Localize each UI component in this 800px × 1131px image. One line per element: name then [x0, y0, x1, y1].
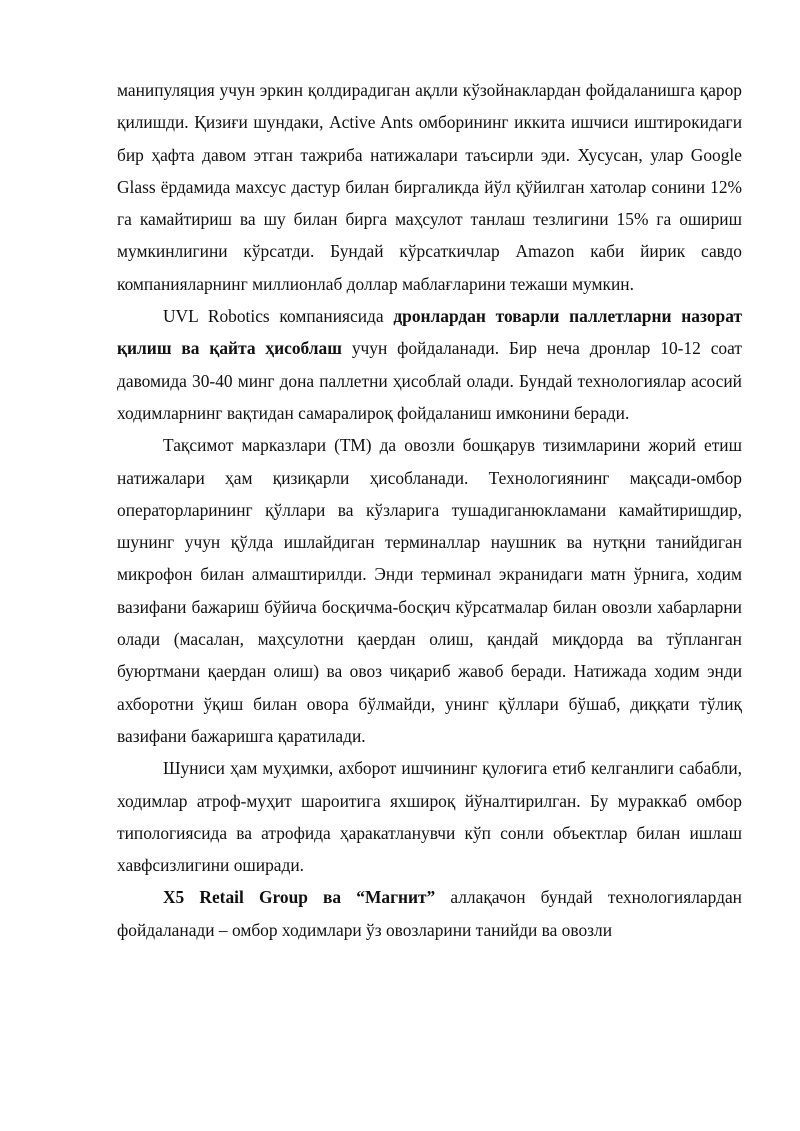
paragraph-2-bold: дронлардан товарли паллетларни назорат қилиш ва қайта ҳисоблаш	[117, 306, 742, 359]
paragraph-5-bold: X5 Retail Group ва “Магнит”	[163, 887, 436, 908]
document-page	[117, 74, 742, 946]
paragraph-1	[117, 74, 742, 300]
paragraph-3	[117, 429, 742, 752]
paragraph-2-text-b: учун фойдаланади. Бир неча дронлар 10-12 соат давомида 30-40 минг дона паллетни ҳисоблай олади. Бундай технологиялар асосий ходимларнинг вақтидан самаралироқ фойдаланиш имконини беради.	[117, 338, 742, 423]
paragraph-1-text: манипуляция учун эркин қолдирадиган ақлли кўзойнаклардан фойдаланишга қарор қилишди. Қизиғи шундаки, Active Ants омборининг иккита ишчиси иштирокидаги бир ҳафта давом этган тажриба натижалари таъсирли эди. Хусусан, улар Google Glass ёрдамида махсус дастур билан биргаликда йўл қўйилган хатолар сонини 12% га камайтириш ва шу билан бирга маҳсулот танлаш тезлигини 15% га ошириш мумкинлигини кўрсатди. Бундай кўрсаткичлар Amazon каби йирик савдо компанияларнинг миллионлаб доллар маблағларини тежаши мумкин.	[117, 80, 742, 294]
paragraph-4-text: Шуниси ҳам муҳимки, ахборот ишчининг қулоғига етиб келганлиги сабабли, ходимлар атроф-муҳит шароитига яхшироқ йўналтирилган. Бу мураккаб омбор типологиясида ва атрофида ҳаракатланувчи кўп сонли объектлар билан ишлаш хавфсизлигини оширади.	[117, 758, 742, 876]
paragraph-2-text-a: UVL Robotics компаниясида	[163, 306, 394, 327]
paragraph-3-text: Тақсимот марказлари (ТМ) да овозли бошқарув тизимларини жорий етиш натижалари ҳам қизиқарли ҳисобланади. Технологиянинг мақсади-омбор операторларининг қўллари ва кўзларига тушадиганюкламани камайтиришдир, шунинг учун қўлда ишлайдиган терминаллар наушник ва нутқни танийдиган микрофон билан алмаштирилди. Энди терминал экранидаги матн ўрнига, ходим вазифани бажариш бўйича босқичма-босқич кўрсатмалар билан овозли хабарларни олади (масалан, маҳсулотни қаердан олиш, қандай миқдорда ва тўпланган буюртмани қаердан олиш) ва овоз чиқариб жавоб беради. Натижада ходим энди ахборотни ўқиш билан овора бўлмайди, унинг қўллари бўшаб, диққати тўлиқ вазифани бажаришга қаратилади.	[117, 435, 742, 746]
paragraph-2	[117, 300, 742, 429]
paragraph-5	[117, 881, 742, 946]
paragraph-4	[117, 752, 742, 881]
paragraph-5-text: аллақачон бундай технологиялардан фойдаланади – омбор ходимлари ўз овозларини танийди ва овозли	[117, 887, 742, 940]
